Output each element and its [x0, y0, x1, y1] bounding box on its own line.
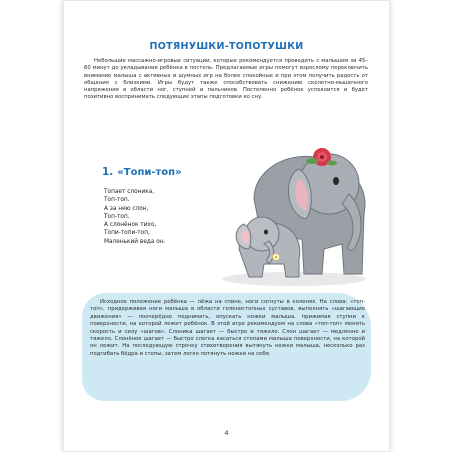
poem-line: Топает слоника, [104, 189, 155, 195]
section-title: «Топи-топ» [117, 166, 182, 178]
poem-line: А слонёнок тихо, [104, 222, 157, 229]
instructions-text [90, 299, 365, 358]
poem-line: Топи-топи-топ, [104, 230, 150, 237]
section-number: 1. [102, 166, 114, 178]
baby-elephant-eye [264, 230, 268, 235]
elephants-illustration [214, 139, 379, 289]
page-title: ПОТЯНУШКИ-ТОПОТУШКИ [149, 41, 304, 52]
poem-line: Топ-топ. [104, 197, 130, 204]
instructions-paragraph: Исходное положение ребёнка — лёжа на спине, ноги согнуты в коленях. На слова: «топ-топ», придерживая ноги малыша в области голеностопных суставов, выполнять «шагающие движения» — поочерёдно поднимать, опускать ножки малыша, прижимая ступни к поверхности, на которой лежит ребёнок. В этой игре рекомендуем на слова «топ-топ» менять скорость и силу «шагов». Слоника шагает — быстро и тяжело. Слон шагает — медленно и тяжело. Слонёнок шагает — быстро слегка касаться стопами малыша поверхности, на которой он лежит. На последующую строчку стихотворения вытянуть ножки малыша, несколько раз подгибать бёдра и стопы, затем легко потянуть ножки на себя. [90, 299, 365, 357]
poem-line: Топ-топ. [104, 213, 130, 220]
big-elephant-eye [333, 177, 339, 185]
poem-line: Маленький веда он. [104, 238, 166, 245]
poem-line: А за нею слон, [104, 205, 149, 212]
intro-paragraph: Небольшие массажно-игровые ситуации, которые рекомендуется проводить с малышом за 45–60 минут до укладывания ребёнка в постель. Предлагаемые игры помогут взрослому переключить внимание малыша с активных и шумных игр на более спокойные и при этом получить радость от общения с близкими. Игры будут также способствовать снижению скелетно-мышечного напряжения в области ног, ступней и пальчиков. Постепенно ребёнок успокоится и будет позитивно воспринимать следующие этапы подготовки ко сну. [84, 58, 368, 101]
poem [104, 188, 165, 246]
page-number: 4 [224, 429, 229, 437]
book-page [63, 0, 390, 452]
daisy-icon [273, 254, 280, 261]
section-heading [102, 166, 182, 178]
intro-text [84, 58, 368, 102]
